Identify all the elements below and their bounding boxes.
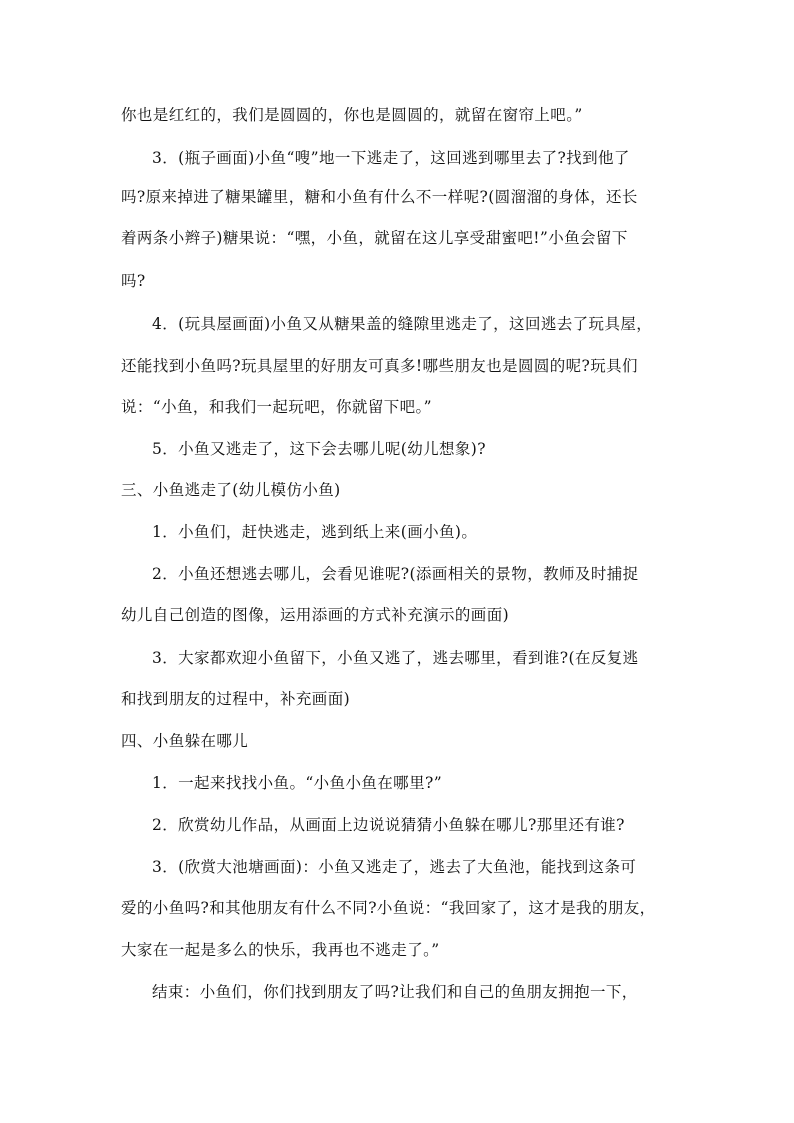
- section-heading-3: 三、小鱼逃走了(幼儿模仿小鱼): [121, 481, 341, 499]
- paragraph-line-8: 说：“小鱼，和我们一起玩吧，你就留下吧。”: [121, 398, 432, 416]
- paragraph-line-11: 1．小鱼们，赶快逃走，逃到纸上来(画小鱼)。: [152, 523, 478, 541]
- paragraph-line-20: 爱的小鱼吗?和其他朋友有什么不同?小鱼说：“我回家了，这才是我的朋友，: [121, 899, 656, 917]
- paragraph-line-21: 大家在一起是多么的快乐，我再也不逃走了。”: [121, 941, 440, 959]
- paragraph-line-12: 2．小鱼还想逃去哪儿，会看见谁呢?(添画相关的景物，教师及时捕捉: [152, 565, 639, 583]
- paragraph-line-3: 吗?原来掉进了糖果罐里，糖和小鱼有什么不一样呢?(圆溜溜的身体，还长: [121, 188, 638, 206]
- paragraph-line-6: 4．(玩具屋画面)小鱼又从糖果盖的缝隙里逃走了，这回逃去了玩具屋，: [152, 315, 653, 333]
- paragraph-line-18: 2．欣赏幼儿作品，从画面上边说说猜猜小鱼躲在哪儿?那里还有谁?: [152, 816, 625, 834]
- paragraph-line-7: 还能找到小鱼吗?玩具屋里的好朋友可真多!哪些朋友也是圆圆的呢?玩具们: [121, 357, 638, 375]
- paragraph-line-15: 和找到朋友的过程中，补充画面): [121, 690, 351, 708]
- paragraph-line-2: 3．(瓶子画面)小鱼“嗖”地一下逃走了，这回逃到哪里去了?找到他了: [152, 149, 630, 167]
- paragraph-line-13: 幼儿自己创造的图像，运用添画的方式补充演示的画面): [121, 606, 510, 624]
- paragraph-line-19: 3．(欣赏大池塘画面)：小鱼又逃走了，逃去了大鱼池，能找到这条可: [152, 858, 637, 876]
- paragraph-line-5: 吗?: [121, 272, 146, 290]
- paragraph-line-9: 5．小鱼又逃走了，这下会去哪儿呢(幼儿想象)?: [152, 440, 486, 458]
- paragraph-line-22: 结束：小鱼们，你们找到朋友了吗?让我们和自己的鱼朋友拥抱一下，: [152, 983, 638, 1001]
- section-heading-4: 四、小鱼躲在哪儿: [121, 732, 249, 750]
- paragraph-line-4: 着两条小辫子)糖果说：“嘿，小鱼，就留在这儿享受甜蜜吧!”小鱼会留下: [121, 229, 628, 247]
- paragraph-line-1: 你也是红红的，我们是圆圆的，你也是圆圆的，就留在窗帘上吧。”: [121, 106, 583, 124]
- paragraph-line-17: 1．一起来找找小鱼。“小鱼小鱼在哪里?”: [152, 774, 443, 792]
- paragraph-line-14: 3．大家都欢迎小鱼留下，小鱼又逃了，逃去哪里，看到谁?(在反复逃: [152, 649, 639, 667]
